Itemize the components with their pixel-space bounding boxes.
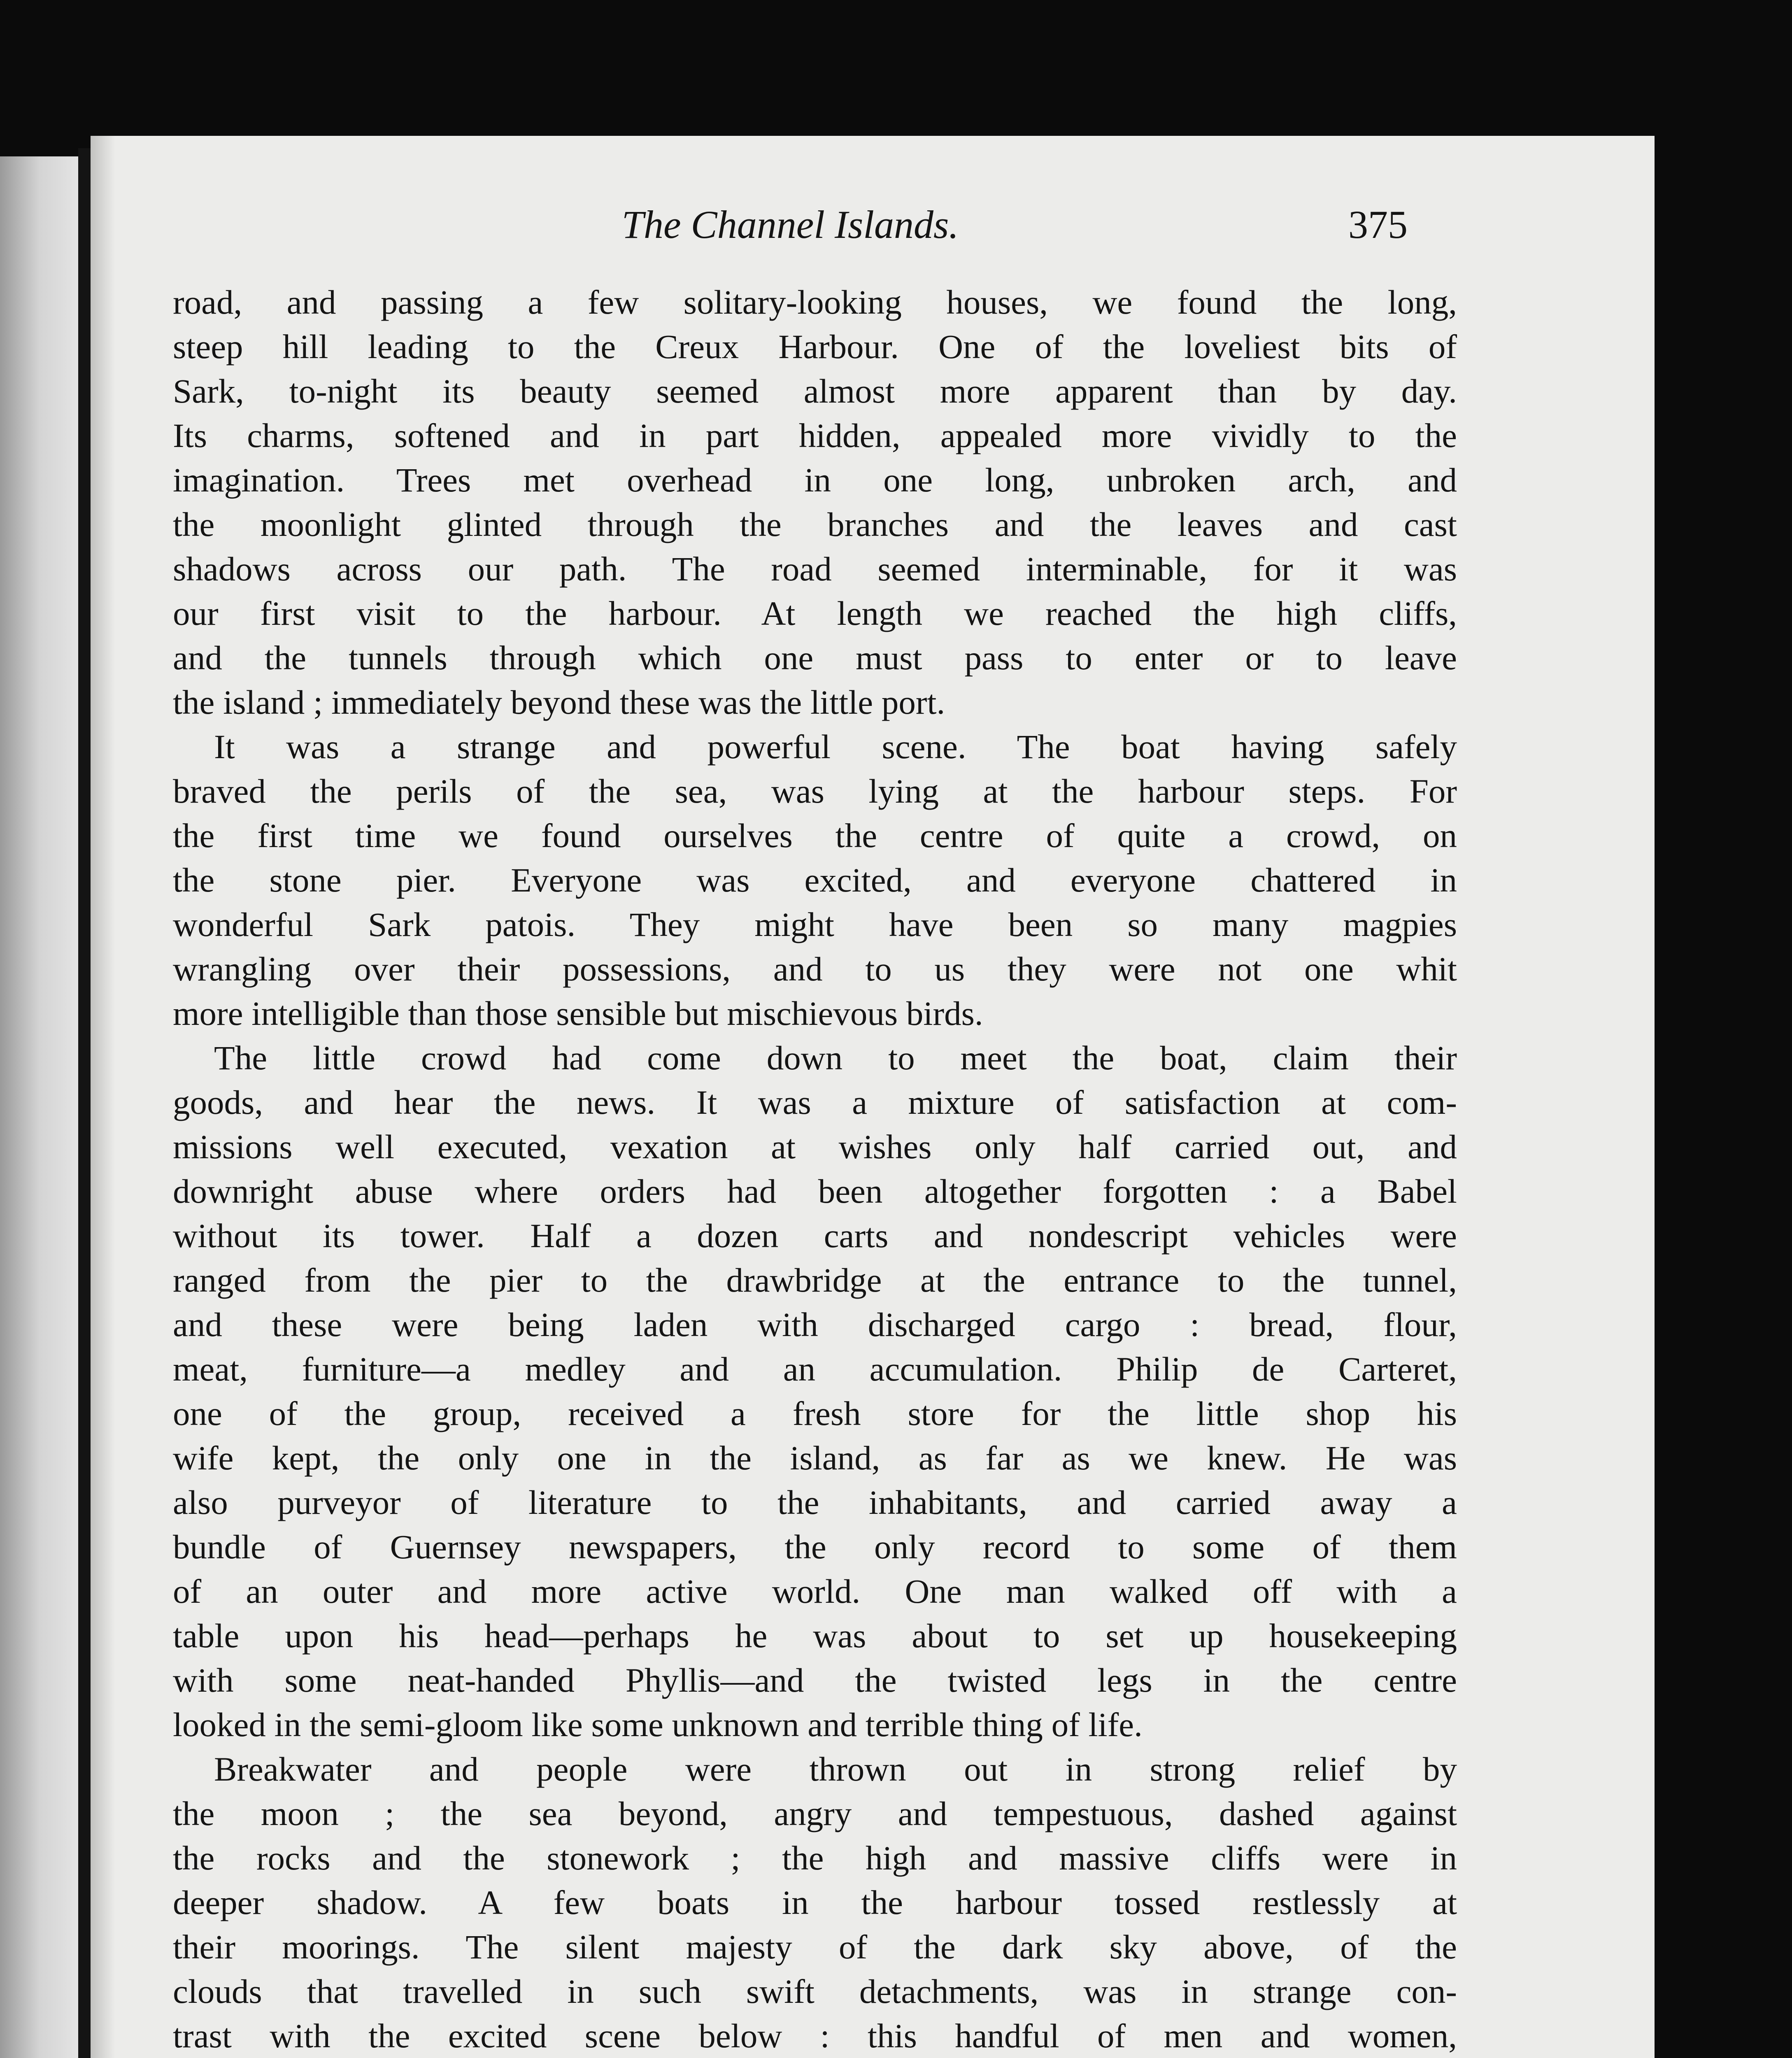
text-line: downright abuse where orders had been altogether forgotten : a Babel: [173, 1172, 1457, 1210]
text-line: deeper shadow. A few boats in the harbour tossed restlessly at: [173, 1883, 1457, 1921]
running-head: [173, 202, 1408, 263]
text-line: more intelligible than those sensible but mischievous birds.: [173, 994, 983, 1032]
text-line: missions well executed, vexation at wishes only half carried out, and: [173, 1128, 1457, 1166]
text-line: meat, furniture—a medley and an accumulation. Philip de Carteret,: [173, 1350, 1457, 1388]
gutter-shadow: [91, 136, 115, 2058]
text-line: one of the group, received a fresh store for the little shop his: [173, 1395, 1457, 1432]
text-line: also purveyor of literature to the inhabitants, and carried away a: [173, 1483, 1457, 1521]
text-line: wrangling over their possessions, and to us they were not one whit: [173, 950, 1457, 988]
text-line: road, and passing a few solitary-looking houses, we found the long,: [173, 283, 1457, 321]
text-line: wife kept, the only one in the island, as far as we knew. He was: [173, 1439, 1457, 1477]
text-line: Sark, to-night its beauty seemed almost more apparent than by day.: [173, 372, 1457, 410]
page-number: 375: [1348, 203, 1408, 247]
text-line: wonderful Sark patois. They might have been so many magpies: [173, 906, 1457, 943]
text-line: the rocks and the stonework ; the high and massive cliffs were in: [173, 1839, 1457, 1877]
text-line: the stone pier. Everyone was excited, and everyone chattered in: [173, 861, 1457, 899]
facing-page-edge: [0, 156, 88, 2058]
text-line: and the tunnels through which one must pass to enter or to leave: [173, 639, 1457, 677]
text-line: with some neat-handed Phyllis—and the twisted legs in the centre: [173, 1661, 1457, 1699]
text-line: Its charms, softened and in part hidden, appealed more vividly to the: [173, 417, 1457, 454]
text-line: looked in the semi-gloom like some unknown and terrible thing of life.: [173, 1706, 1143, 1744]
text-line: without its tower. Half a dozen carts and nondescript vehicles were: [173, 1217, 1457, 1255]
text-line: imagination. Trees met overhead in one long, unbroken arch, and: [173, 461, 1457, 499]
text-line: goods, and hear the news. It was a mixture of satisfaction at com-: [173, 1083, 1457, 1121]
book-gutter: [78, 148, 91, 2058]
text-line: shadows across our path. The road seemed interminable, for it was: [173, 550, 1457, 588]
text-line: table upon his head—perhaps he was about to set up housekeeping: [173, 1617, 1457, 1655]
text-line: of an outer and more active world. One man walked off with a: [173, 1572, 1457, 1610]
text-line: the moon ; the sea beyond, angry and tempestuous, dashed against: [173, 1795, 1457, 1832]
text-line: bundle of Guernsey newspapers, the only record to some of them: [173, 1528, 1457, 1566]
text-line: The little crowd had come down to meet the boat, claim their: [214, 1039, 1457, 1077]
text-line: their moorings. The silent majesty of the dark sky above, of the: [173, 1928, 1457, 1966]
text-line: Breakwater and people were thrown out in strong relief by: [214, 1750, 1457, 1788]
text-line: braved the perils of the sea, was lying at the harbour steps. For: [173, 772, 1457, 810]
text-line: steep hill leading to the Creux Harbour. One of the loveliest bits of: [173, 328, 1457, 366]
text-line: the first time we found ourselves the centre of quite a crowd, on: [173, 817, 1457, 854]
text-line: the island ; immediately beyond these was the little port.: [173, 683, 945, 721]
text-line: the moonlight glinted through the branches and the leaves and cast: [173, 505, 1457, 543]
text-line: our first visit to the harbour. At length we reached the high cliffs,: [173, 594, 1457, 632]
text-line: clouds that travelled in such swift detachments, was in strange con-: [173, 1972, 1457, 2010]
text-line: and these were being laden with discharged cargo : bread, flour,: [173, 1306, 1457, 1343]
running-title: The Channel Islands.: [621, 203, 959, 247]
body-text: [173, 280, 1457, 2058]
text-line: It was a strange and powerful scene. The boat having safely: [214, 728, 1457, 766]
text-line: ranged from the pier to the drawbridge at the entrance to the tunnel,: [173, 1261, 1457, 1299]
text-line: trast with the excited scene below : this handful of men and women,: [173, 2017, 1457, 2055]
